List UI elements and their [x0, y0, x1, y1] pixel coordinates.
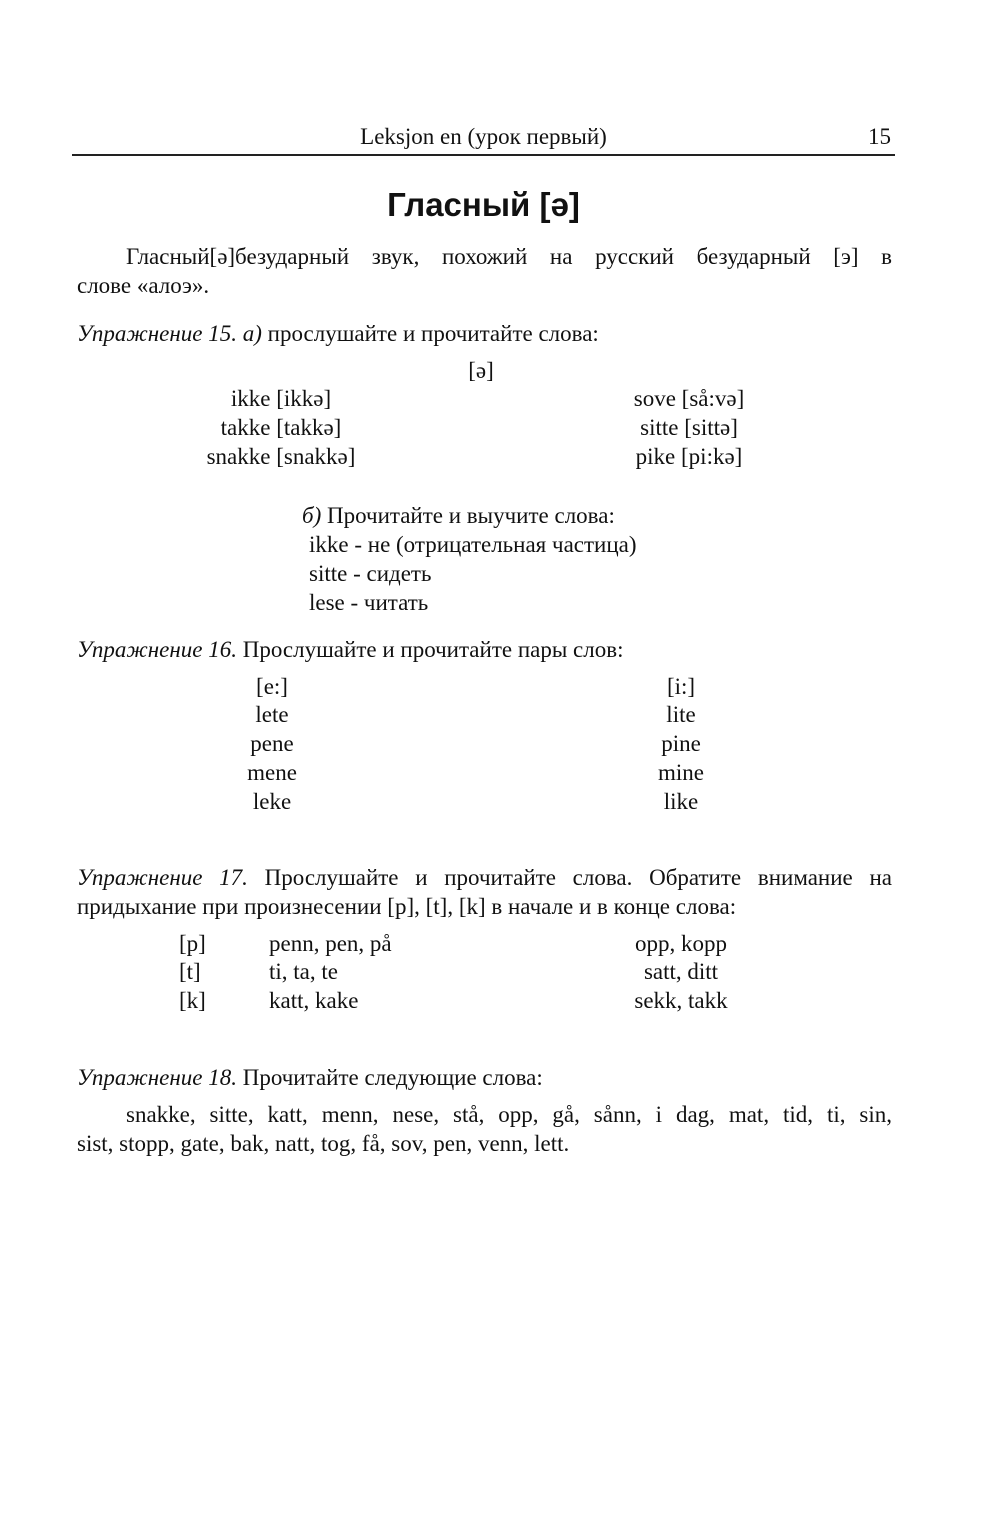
ex16-left-header: [e:]	[256, 674, 288, 699]
ex18-words-line-1	[77, 1100, 892, 1129]
exercise-16-title	[77, 635, 892, 664]
ex17-sound: [k]	[179, 988, 206, 1013]
ex17-sound: [t]	[179, 959, 201, 984]
ex17-start-words: katt, kake	[269, 988, 359, 1013]
exercise-16-label: Упражнение 16.	[77, 637, 237, 662]
schwa-symbol: [ə]	[468, 358, 494, 383]
ex16-right-word: pine	[661, 731, 701, 756]
ex16-left-word: mene	[247, 760, 297, 785]
ex17-end-words: sekk, takk	[634, 988, 728, 1013]
ex15-right-word: pike [pi:kə]	[635, 444, 743, 469]
intro-line-1	[77, 242, 892, 271]
ex16-right-word: lite	[666, 702, 696, 727]
ex15-left-word: snakke [snakkə]	[206, 444, 356, 469]
ex17-start-words: ti, ta, te	[269, 959, 338, 984]
ex16-right-word: like	[663, 789, 699, 814]
exercise-17-title	[77, 863, 892, 892]
ex15-left-word: takke [takkə]	[220, 415, 342, 440]
exercise-17-instruction-line-2: придыхание при произнесении [p], [t], [k] в начале и в конце слова:	[77, 894, 737, 919]
ex15-right-word: sove [så:və]	[633, 386, 745, 411]
exercise-15-title	[77, 319, 892, 348]
ex17-start-words: penn, pen, på	[269, 931, 392, 956]
exercise-15b-label: б)	[302, 503, 322, 528]
ex16-right-header: [i:]	[666, 674, 696, 699]
exercise-16-instruction: Прослушайте и прочитайте пары слов:	[236, 637, 624, 662]
ex16-left-word: pene	[250, 731, 294, 756]
exercise-18-instruction: Прочитайте следующие слова:	[236, 1065, 543, 1090]
ex16-left-word: leke	[252, 789, 292, 814]
exercise-18-title	[77, 1063, 892, 1092]
header-title: Leksjon en (урок первый)	[360, 124, 607, 149]
exercise-17-label: Упражнение 17.	[77, 865, 248, 890]
ex17-end-words: satt, ditt	[643, 959, 719, 984]
exercise-17-instruction: Прослушайте и прочитайте слова. Обратите внимание на	[247, 865, 892, 890]
ex15-right-word: sitte [sittə]	[640, 415, 738, 440]
vocab-item: sitte - сидеть	[309, 561, 432, 586]
exercise-15-label: Упражнение 15. а)	[77, 321, 262, 346]
ex17-sound: [p]	[179, 931, 206, 956]
intro-line-1-text: Гласный[ə]безударный звук, похожий на русский безударный [э] в	[126, 244, 892, 269]
vocab-item: ikke - не (отрицательная частица)	[309, 532, 637, 557]
vocab-item: lese - читать	[309, 590, 429, 615]
exercise-15b-instruction: Прочитайте и выучите слова:	[321, 503, 615, 528]
ex15-left-word: ikke [ikkə]	[230, 386, 332, 411]
exercise-15b-title	[302, 501, 615, 530]
ex16-right-word: mine	[658, 760, 704, 785]
page-number: 15	[868, 124, 891, 149]
running-header	[72, 122, 895, 156]
section-heading: Гласный [ə]	[387, 186, 580, 223]
exercise-15-instruction: прослушайте и прочитайте слова:	[261, 321, 599, 346]
ex18-words-line-2: sist, stopp, gate, bak, natt, tog, få, sov, pen, venn, lett.	[77, 1131, 570, 1156]
ex16-left-word: lete	[255, 702, 289, 727]
ex17-end-words: opp, kopp	[635, 931, 727, 956]
intro-line-2: слове «алоэ».	[77, 273, 210, 298]
ex18-words-line-1-text: snakke, sitte, katt, menn, nese, stå, opp, gå, sånn, i dag, mat, tid, ti, sin,	[126, 1102, 892, 1127]
exercise-18-label: Упражнение 18.	[77, 1065, 237, 1090]
